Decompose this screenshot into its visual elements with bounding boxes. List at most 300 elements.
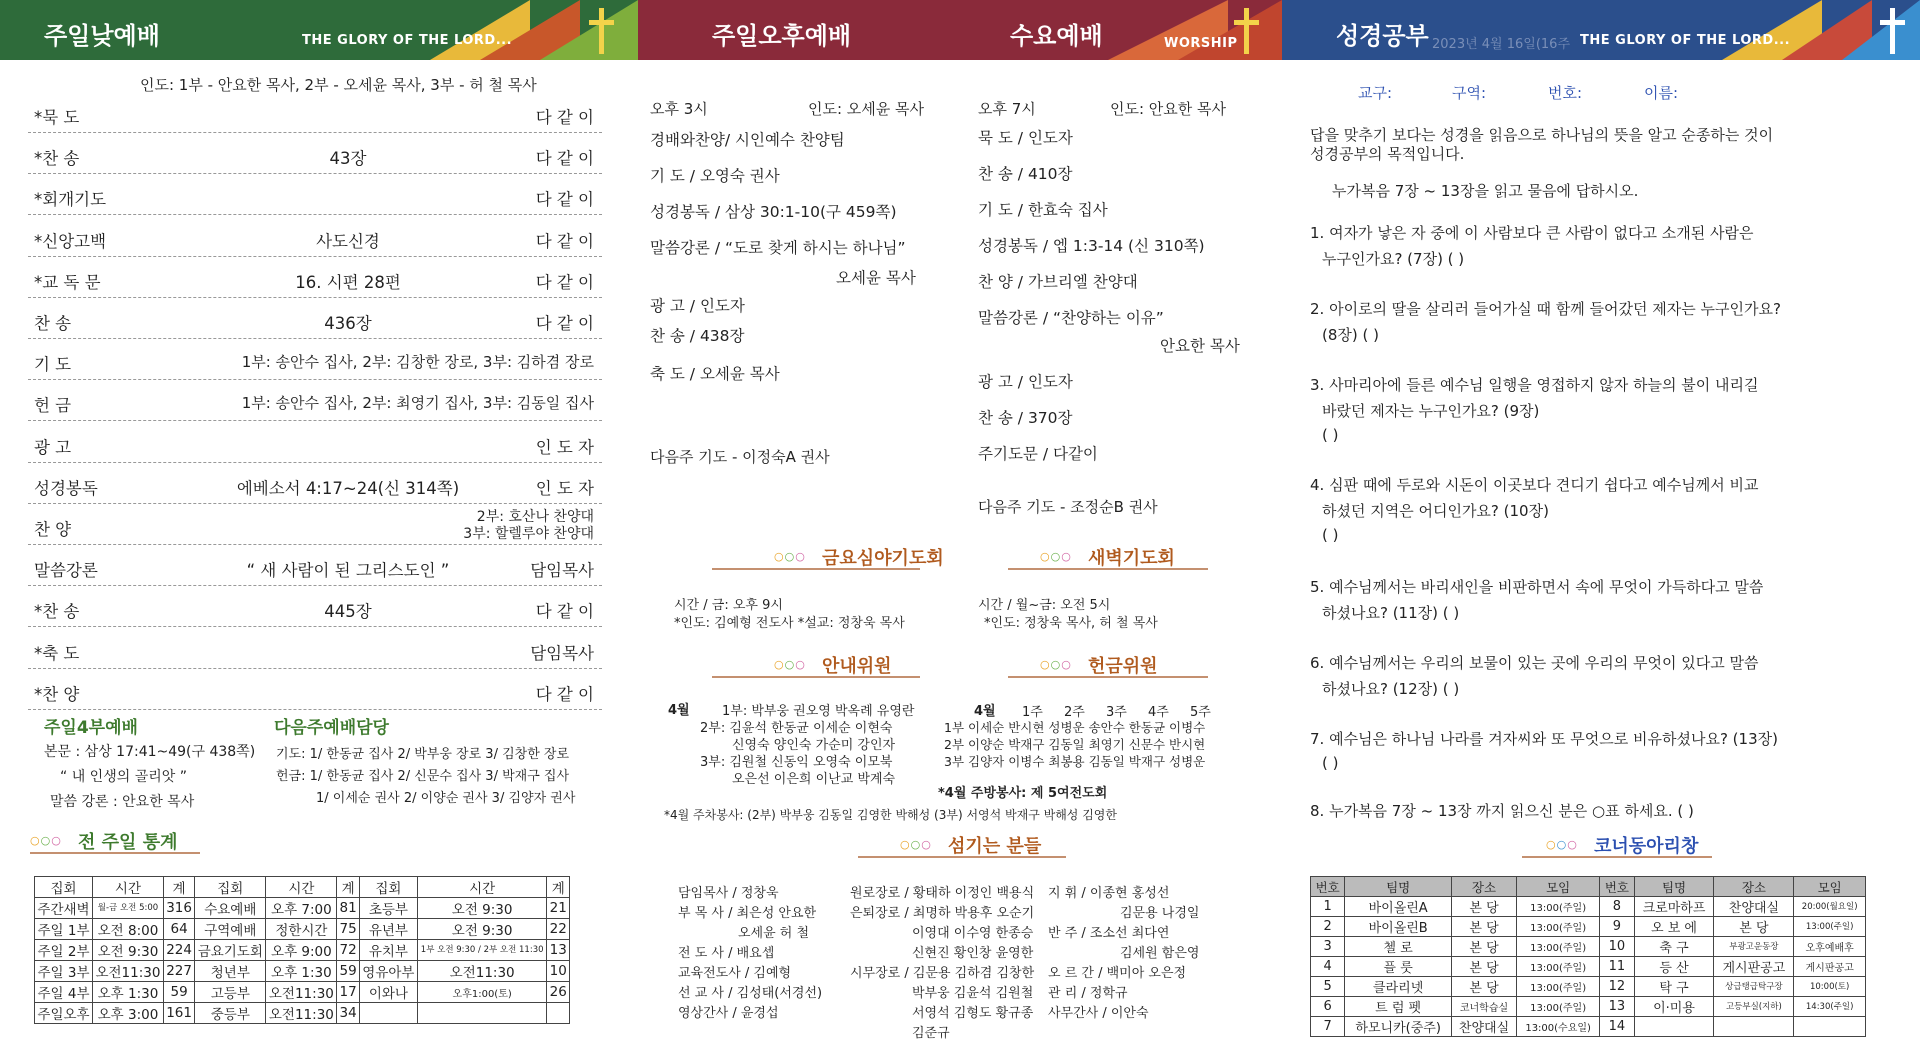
stats-cell: 59	[163, 982, 194, 1003]
clubs-cell: 등 산	[1634, 957, 1714, 977]
afternoon-leader: 인도: 오세윤 목사	[808, 100, 925, 118]
stats-cell: 오전 9:30	[417, 919, 547, 940]
question-line: ( )	[1322, 526, 1339, 544]
stats-cell: 영유아부	[359, 961, 417, 982]
clubs-cell: 코너학습실	[1451, 997, 1516, 1017]
clubs-cell: 본 당	[1451, 917, 1516, 937]
clubs-cell: 바이올린A	[1345, 897, 1452, 917]
offering-line: 3부 김양자 이병수 최봉용 김동일 박재구 성병운	[944, 754, 1206, 769]
order-content: 43장	[329, 149, 367, 169]
question-line: 바랐던 제자는 누구인가요? (9장)	[1322, 402, 1540, 420]
stats-cell: 청년부	[195, 961, 266, 982]
stats-cell: 316	[163, 898, 194, 919]
stats-header: 시간	[92, 877, 163, 898]
banner-title: 주일낮예배	[44, 22, 160, 50]
stats-cell: 오전11:30	[417, 961, 547, 982]
order-content: 사도신경	[316, 231, 380, 251]
clubs-header: 번호	[1600, 877, 1634, 897]
offering-line: 2부 이양순 박재구 김동일 최영기 신문수 반시현	[944, 737, 1206, 752]
clubs-cell: 13:00(주일)	[1517, 897, 1600, 917]
order-row	[28, 301, 602, 339]
afternoon-line: 축 도 / 오세윤 목사	[650, 365, 780, 383]
usher-line: 신영숙 양인숙 가순미 강인자	[732, 738, 896, 753]
offering-line: 1부 이세순 반시현 성병운 송안수 한동균 이병수	[944, 720, 1206, 735]
stats-cell: 오후1:00(토)	[417, 982, 547, 1003]
servant-line: 부 목 사 / 최은성 안요한	[678, 906, 817, 921]
stats-cell: 34	[337, 1003, 360, 1024]
order-leader: 다 같 이	[535, 314, 594, 333]
question-line: ( )	[1322, 426, 1339, 444]
stats-cell: 오후 1:30	[266, 961, 337, 982]
order-row	[28, 466, 602, 504]
clubs-cell: 11	[1600, 957, 1634, 977]
clubs-cell: 4	[1311, 957, 1345, 977]
question-line: 5. 예수님께서는 바리새인을 비판하면서 속에 무엇이 가득하다고 말씀	[1310, 578, 1764, 596]
clubs-row	[1311, 917, 1866, 937]
wednesday-line: 찬 양 / 가브리엘 찬양대	[978, 273, 1138, 291]
servant-line: 은퇴장로 / 최명하 박용후 오순기	[850, 906, 1035, 921]
question-line: 3. 사마리아에 들른 예수님 일행을 영접하지 않자 하늘의 불이 내리길	[1310, 376, 1759, 394]
order-row	[28, 260, 602, 298]
order-row	[28, 219, 602, 257]
friday-section-header	[712, 544, 944, 570]
clubs-cell	[1634, 1017, 1714, 1037]
stats-cell: 64	[163, 919, 194, 940]
clubs-cell: 게시판공고	[1794, 957, 1866, 977]
afternoon-line: 광 고 / 인도자	[650, 297, 745, 315]
stats-row	[35, 1003, 570, 1024]
order-leader: 1부: 송안수 집사, 2부: 최영기 집사, 3부: 김동일 집사	[241, 394, 594, 413]
wednesday-next-prayer: 다음주 기도 - 조정순B 권사	[978, 498, 1158, 516]
servant-line: 김문용 나경일	[1120, 906, 1200, 921]
leaders-line: 인도: 1부 - 안요한 목사, 2부 - 오세윤 목사, 3부 - 허 철 목사	[140, 76, 537, 94]
clubs-cell: 이·미용	[1634, 997, 1714, 1017]
fourth-service-title: 주일4부예배	[44, 718, 138, 738]
stats-cell: 이와나	[359, 982, 417, 1003]
stats-cell: 161	[163, 1003, 194, 1024]
clubs-cell: 13:00(주일)	[1517, 997, 1600, 1017]
order-leader: 다 같 이	[535, 149, 594, 169]
banner-subtitle: WORSHIP	[1164, 36, 1238, 51]
stats-cell: 오전11:30	[266, 1003, 337, 1024]
stats-cell: 유치부	[359, 940, 417, 961]
intro-line-1: 답을 맞추기 보다는 성경을 읽음으로 하나님의 뜻을 알고 순종하는 것이	[1310, 126, 1774, 144]
clubs-header: 팀명	[1634, 877, 1714, 897]
clubs-cell: 크로마하프	[1634, 897, 1714, 917]
order-row	[28, 425, 602, 463]
stats-header: 계	[163, 877, 194, 898]
stats-cell: 주일 4부	[35, 982, 93, 1003]
dawn-time: 시간 / 월~금: 오전 5시	[978, 598, 1111, 613]
order-row	[28, 507, 602, 545]
clubs-header: 장소	[1714, 877, 1794, 897]
stats-cell: 월-금 오전 5:00	[92, 898, 163, 919]
clubs-cell: 본 당	[1451, 897, 1516, 917]
clubs-header: 장소	[1451, 877, 1516, 897]
clubs-cell: 13	[1600, 997, 1634, 1017]
dots-icon: ○○○	[900, 838, 932, 851]
stats-cell: 주일오후	[35, 1003, 93, 1024]
stats-cell: 13	[547, 940, 570, 961]
next-prayer: 기도: 1/ 한동균 집사 2/ 박부웅 장로 3/ 김창한 장로	[276, 747, 570, 762]
order-label: *찬 송	[34, 602, 80, 622]
stats-cell: 유년부	[359, 919, 417, 940]
stats-cell	[547, 1003, 570, 1024]
order-label: 말씀강론	[34, 561, 98, 581]
stats-cell	[417, 1003, 547, 1024]
usher-line: 오은선 이은희 이난교 박계숙	[732, 772, 896, 787]
clubs-cell: 본 당	[1451, 957, 1516, 977]
order-label: 찬 양	[34, 520, 72, 539]
clubs-header: 모임	[1517, 877, 1600, 897]
next-offering-2: 1/ 이세순 권사 2/ 이양순 권사 3/ 김양자 권사	[316, 791, 576, 806]
stats-cell: 17	[337, 982, 360, 1003]
cross-icon	[1230, 8, 1262, 54]
order-leader: 담임목사	[530, 561, 594, 581]
clubs-cell: 14	[1600, 1017, 1634, 1037]
stats-header: 집회	[359, 877, 417, 898]
clubs-cell: 7	[1311, 1017, 1345, 1037]
stats-cell: 주일 2부	[35, 940, 93, 961]
stats-header: 시간	[266, 877, 337, 898]
dawn-section-header	[1008, 544, 1208, 570]
question-line: 누구인가요? (7장) ( )	[1322, 250, 1465, 268]
clubs-cell: 3	[1311, 937, 1345, 957]
clubs-row	[1311, 997, 1866, 1017]
friday-time: 시간 / 금: 오후 9시	[674, 598, 783, 613]
sunday-service-panel	[0, 0, 638, 1061]
stats-section-header	[30, 828, 200, 854]
stats-header: 시간	[417, 877, 547, 898]
servant-line: 교육전도사 / 김예형	[678, 966, 792, 981]
stats-title: 전 주일 통계	[78, 832, 178, 853]
clubs-row	[1311, 977, 1866, 997]
clubs-cell: 6	[1311, 997, 1345, 1017]
dots-icon: ○○○	[1040, 550, 1072, 563]
wednesday-line: 안요한 목사	[1160, 337, 1240, 355]
order-leader: 다 같 이	[535, 602, 594, 622]
order-row	[28, 95, 602, 133]
order-content: 에베소서 4:17~24(신 314쪽)	[236, 478, 460, 498]
stats-cell: 금요기도회	[195, 940, 266, 961]
question-line: 하셨나요? (12장) ( )	[1322, 680, 1460, 698]
field-number: 번호:	[1548, 84, 1583, 102]
clubs-cell: 클라리넷	[1345, 977, 1452, 997]
clubs-cell: 9	[1600, 917, 1634, 937]
wednesday-time: 오후 7시	[978, 100, 1036, 118]
dots-icon: ○○○	[30, 834, 62, 847]
afternoon-line: 기 도 / 오영숙 권사	[650, 167, 780, 185]
clubs-cell: 본 당	[1714, 917, 1794, 937]
banner-subtitle: THE GLORY OF THE LORD...	[1580, 33, 1791, 48]
stats-cell: 21	[547, 898, 570, 919]
order-label: *찬 양	[34, 684, 80, 704]
order-label: *신앙고백	[34, 231, 107, 251]
stats-cell: 중등부	[195, 1003, 266, 1024]
clubs-header: 팀명	[1345, 877, 1452, 897]
bible-banner	[1282, 0, 1920, 60]
instruction: 누가복음 7장 ~ 13장을 읽고 물음에 답하시오.	[1332, 182, 1639, 200]
question-line: 2. 아이로의 딸을 살리러 들어가실 때 함께 들어갔던 제자는 누구인가요?	[1310, 300, 1781, 318]
order-leader: 다 같 이	[535, 684, 594, 704]
order-leader: 다 같 이	[535, 190, 594, 210]
cross-icon	[1876, 8, 1908, 54]
order-label: 광 고	[34, 437, 72, 457]
question-line: 8. 누가복음 7장 ~ 13장 까지 읽으신 분은 ○표 하세요. ( )	[1310, 802, 1694, 820]
stats-cell: 오전11:30	[92, 961, 163, 982]
dots-icon: ○○○	[774, 550, 806, 563]
afternoon-line: 말씀강론 / “도로 찾게 하시는 하나님”	[650, 239, 906, 257]
clubs-cell: 13:00(수요일)	[1517, 1017, 1600, 1037]
order-content: “ 새 사람이 된 그리스도인 ”	[246, 561, 450, 581]
order-row	[28, 136, 602, 174]
clubs-cell: 상급탱급탁구장	[1714, 977, 1794, 997]
fourth-text: 본문 : 삼상 17:41~49(구 438쪽)	[44, 744, 256, 760]
afternoon-line: 찬 송 / 438장	[650, 327, 745, 345]
dawn-title: 새벽기도회	[1088, 548, 1175, 569]
stats-cell: 주일 3부	[35, 961, 93, 982]
clubs-cell: 1	[1311, 897, 1345, 917]
stats-cell: 72	[337, 940, 360, 961]
clubs-cell: 13:00(주일)	[1517, 977, 1600, 997]
clubs-cell: 오후예배후	[1794, 937, 1866, 957]
servants-title: 섬기는 분들	[948, 836, 1042, 857]
servant-line: 사무간사 / 이안숙	[1048, 1006, 1149, 1021]
clubs-cell: 고등부실(지하)	[1714, 997, 1794, 1017]
usher-line: 3부: 김원철 신동익 오영숙 이모북	[700, 755, 893, 770]
clubs-cell: 하모니카(중주)	[1345, 1017, 1452, 1037]
afternoon-line: 오세윤 목사	[836, 269, 916, 287]
clubs-header: 모임	[1794, 877, 1866, 897]
intro-line-2: 성경공부의 목적입니다.	[1310, 145, 1465, 163]
clubs-cell: 게시판공고	[1714, 957, 1794, 977]
afternoon-next-prayer: 다음주 기도 - 이정숙A 권사	[650, 448, 830, 466]
week-label: 4주	[1148, 705, 1169, 720]
afternoon-line: 성경봉독 / 삼상 30:1-10(구 459쪽)	[650, 203, 897, 221]
field-name: 이름:	[1644, 84, 1679, 102]
stats-cell: 227	[163, 961, 194, 982]
week-label: 2주	[1064, 705, 1085, 720]
clubs-cell: 트 럼 펫	[1345, 997, 1452, 1017]
afternoon-title: 주일오후예배	[712, 22, 852, 50]
field-section: 구역:	[1452, 84, 1487, 102]
afternoon-time: 오후 3시	[650, 100, 708, 118]
dots-icon: ○○○	[1546, 838, 1578, 851]
stats-cell: 26	[547, 982, 570, 1003]
question-line: 하셨던 지역은 어디인가요? (10장)	[1322, 502, 1549, 520]
choir-section-header	[1522, 832, 1712, 858]
stats-cell: 81	[337, 898, 360, 919]
ushers-month: 4월	[668, 703, 690, 718]
ushers-title: 안내위원	[822, 656, 892, 677]
clubs-cell: 찬양대실	[1714, 897, 1794, 917]
wednesday-line: 성경봉독 / 엡 1:3-14 (신 310쪽)	[978, 237, 1205, 255]
order-row	[28, 548, 602, 586]
clubs-cell: 2	[1311, 917, 1345, 937]
order-leader: 1부: 송안수 집사, 2부: 김창한 장로, 3부: 김하겸 장로	[241, 353, 594, 372]
clubs-cell: 13:00(주일)	[1517, 957, 1600, 977]
order-row	[28, 589, 602, 627]
stats-cell: 주간새벽	[35, 898, 93, 919]
fourth-preacher: 말씀 강론 : 안요한 목사	[50, 794, 195, 810]
ushers-section-header	[712, 652, 920, 678]
clubs-row	[1311, 957, 1866, 977]
stats-header: 계	[337, 877, 360, 898]
week-label: 1주	[1022, 705, 1043, 720]
question-line: ( )	[1322, 754, 1339, 772]
servant-line: 이영대 이수영 한종승	[912, 926, 1034, 941]
afternoon-wednesday-panel	[638, 0, 1282, 1061]
order-leader: 담임목사	[530, 643, 594, 663]
order-leader: 인 도 자	[535, 478, 594, 498]
friday-title: 금요심야기도회	[822, 548, 944, 569]
stats-header: 집회	[195, 877, 266, 898]
stats-cell: 초등부	[359, 898, 417, 919]
parking-note: *4월 주차봉사: (2부) 박부웅 김동일 김영한 박해성 (3부) 서영석 박재구 박해성 김영한	[664, 808, 1117, 822]
friday-leaders: *인도: 김예형 전도사 *설교: 정창욱 목사	[674, 616, 905, 631]
clubs-row	[1311, 897, 1866, 917]
clubs-table	[1310, 876, 1866, 1037]
stats-cell: 10	[547, 961, 570, 982]
stats-cell: 오후 7:00	[266, 898, 337, 919]
clubs-cell: 13:00(주일)	[1517, 917, 1600, 937]
clubs-cell	[1714, 1017, 1794, 1037]
week-label: 5주	[1190, 705, 1211, 720]
question-line: 7. 예수님은 하나님 나라를 겨자씨와 또 무엇으로 비유하셨나요? (13장)	[1310, 730, 1778, 748]
dawn-leaders: *인도: 정창욱 목사, 허 철 목사	[984, 616, 1158, 631]
servant-line: 반 주 / 조소선 최다연	[1048, 926, 1170, 941]
wednesday-line: 찬 송 / 370장	[978, 409, 1073, 427]
stats-cell: 75	[337, 919, 360, 940]
order-leader: 다 같 이	[535, 108, 594, 127]
clubs-cell: 13:00(주일)	[1794, 917, 1866, 937]
offering-title: 헌금위원	[1088, 656, 1158, 677]
order-label: 찬 송	[34, 314, 72, 333]
wednesday-line: 주기도문 / 다같이	[978, 445, 1098, 463]
order-label: *교 독 문	[34, 272, 101, 292]
servant-line: 선 교 사 / 김성태(서경선)	[678, 986, 823, 1001]
stats-cell: 224	[163, 940, 194, 961]
stats-cell: 오전 9:30	[92, 940, 163, 961]
week-label: 3주	[1106, 705, 1127, 720]
fourth-sermon-title: “ 내 인생의 골리앗 ”	[60, 769, 187, 785]
usher-line: 1부: 박부웅 권오영 박옥례 유영란	[722, 704, 915, 719]
servant-line: 영상간사 / 윤경섭	[678, 1006, 779, 1021]
stats-cell: 59	[337, 961, 360, 982]
stats-row	[35, 961, 570, 982]
stats-cell	[359, 1003, 417, 1024]
order-label: *축 도	[34, 643, 80, 663]
clubs-cell: 바이올린B	[1345, 917, 1452, 937]
servant-line: 오 르 간 / 백미아 오은정	[1048, 966, 1187, 981]
stats-cell: 수요예배	[195, 898, 266, 919]
order-label: *찬 송	[34, 149, 80, 169]
stats-cell: 오전 9:30	[417, 898, 547, 919]
sunday-banner	[0, 0, 638, 60]
next-duty-title: 다음주예배담당	[274, 718, 389, 738]
clubs-cell: 5	[1311, 977, 1345, 997]
order-label: *회개기도	[34, 190, 107, 210]
question-line: (8장) ( )	[1322, 326, 1379, 344]
order-row	[28, 383, 602, 421]
servant-line: 박부웅 김윤석 김원철	[912, 986, 1034, 1001]
clubs-cell: 찬양대실	[1451, 1017, 1516, 1037]
order-leader: 다 같 이	[535, 272, 594, 292]
servant-line: 원로장로 / 황태하 이정인 백용식	[850, 886, 1035, 901]
stats-row	[35, 940, 570, 961]
field-district: 교구:	[1358, 84, 1393, 102]
wednesday-line: 묵 도 / 인도자	[978, 129, 1073, 147]
offering-month: 4월	[974, 704, 996, 719]
dots-icon: ○○○	[1040, 658, 1072, 671]
clubs-cell: 10	[1600, 937, 1634, 957]
clubs-cell: 첼 로	[1345, 937, 1452, 957]
wednesday-line: 말씀강론 / “찬양하는 이유”	[978, 309, 1164, 327]
servant-line: 시무장로 / 김문용 김하겸 김창한	[850, 966, 1035, 981]
afternoon-banner	[638, 0, 1282, 60]
order-leader: 인 도 자	[535, 437, 594, 457]
wednesday-line: 광 고 / 인도자	[978, 373, 1073, 391]
clubs-cell: 14:30(주일)	[1794, 997, 1866, 1017]
order-row	[28, 631, 602, 669]
stats-row	[35, 898, 570, 919]
stats-cell: 오전11:30	[266, 982, 337, 1003]
clubs-header: 번호	[1311, 877, 1345, 897]
question-line: 하셨나요? (11장) ( )	[1322, 604, 1460, 622]
servant-line: 김준규	[912, 1026, 950, 1041]
order-label: 성경봉독	[34, 478, 98, 498]
servant-line: 전 도 사 / 배요셉	[678, 946, 775, 961]
stats-cell: 오후 3:00	[92, 1003, 163, 1024]
servant-line: 서영석 김형도 황규종	[912, 1006, 1034, 1021]
clubs-cell: 탁 구	[1634, 977, 1714, 997]
stats-cell: 22	[547, 919, 570, 940]
stats-cell: 주일 1부	[35, 919, 93, 940]
clubs-cell: 8	[1600, 897, 1634, 917]
stats-cell: 오후 1:30	[92, 982, 163, 1003]
clubs-cell: 13:00(주일)	[1517, 937, 1600, 957]
order-row	[28, 342, 602, 380]
question-line: 1. 여자가 낳은 자 중에 이 사람보다 큰 사람이 없다고 소개된 사람은	[1310, 224, 1754, 242]
order-content: 436장	[324, 314, 372, 333]
stats-table	[34, 876, 570, 1024]
servant-line: 담임목사 / 정창욱	[678, 886, 779, 901]
order-label: 기 도	[34, 355, 72, 375]
usher-line: 2부: 김윤석 한동균 이세순 이현숙	[700, 721, 893, 736]
stats-header: 집회	[35, 877, 93, 898]
stats-header: 계	[547, 877, 570, 898]
order-leader: 다 같 이	[535, 231, 594, 251]
servant-line: 오세윤 허 철	[738, 926, 810, 941]
stats-cell: 정한시간	[266, 919, 337, 940]
stats-row	[35, 919, 570, 940]
kitchen-note: *4월 주방봉사: 제 5여전도회	[938, 786, 1108, 801]
clubs-row	[1311, 1017, 1866, 1037]
order-content: 445장	[324, 602, 372, 622]
servant-line: 관 리 / 정학규	[1048, 986, 1128, 1001]
stats-cell: 고등부	[195, 982, 266, 1003]
clubs-row	[1311, 937, 1866, 957]
dots-icon: ○○○	[774, 658, 806, 671]
clubs-cell: 10:00(토)	[1794, 977, 1866, 997]
clubs-cell: 12	[1600, 977, 1634, 997]
clubs-cell: 축 구	[1634, 937, 1714, 957]
stats-row	[35, 982, 570, 1003]
stats-cell: 1부 오전 9:30 / 2부 오전 11:30	[417, 940, 547, 961]
offering-section-header	[1008, 652, 1208, 678]
servant-line: 신현진 황인창 윤영한	[912, 946, 1034, 961]
order-row	[28, 672, 602, 710]
